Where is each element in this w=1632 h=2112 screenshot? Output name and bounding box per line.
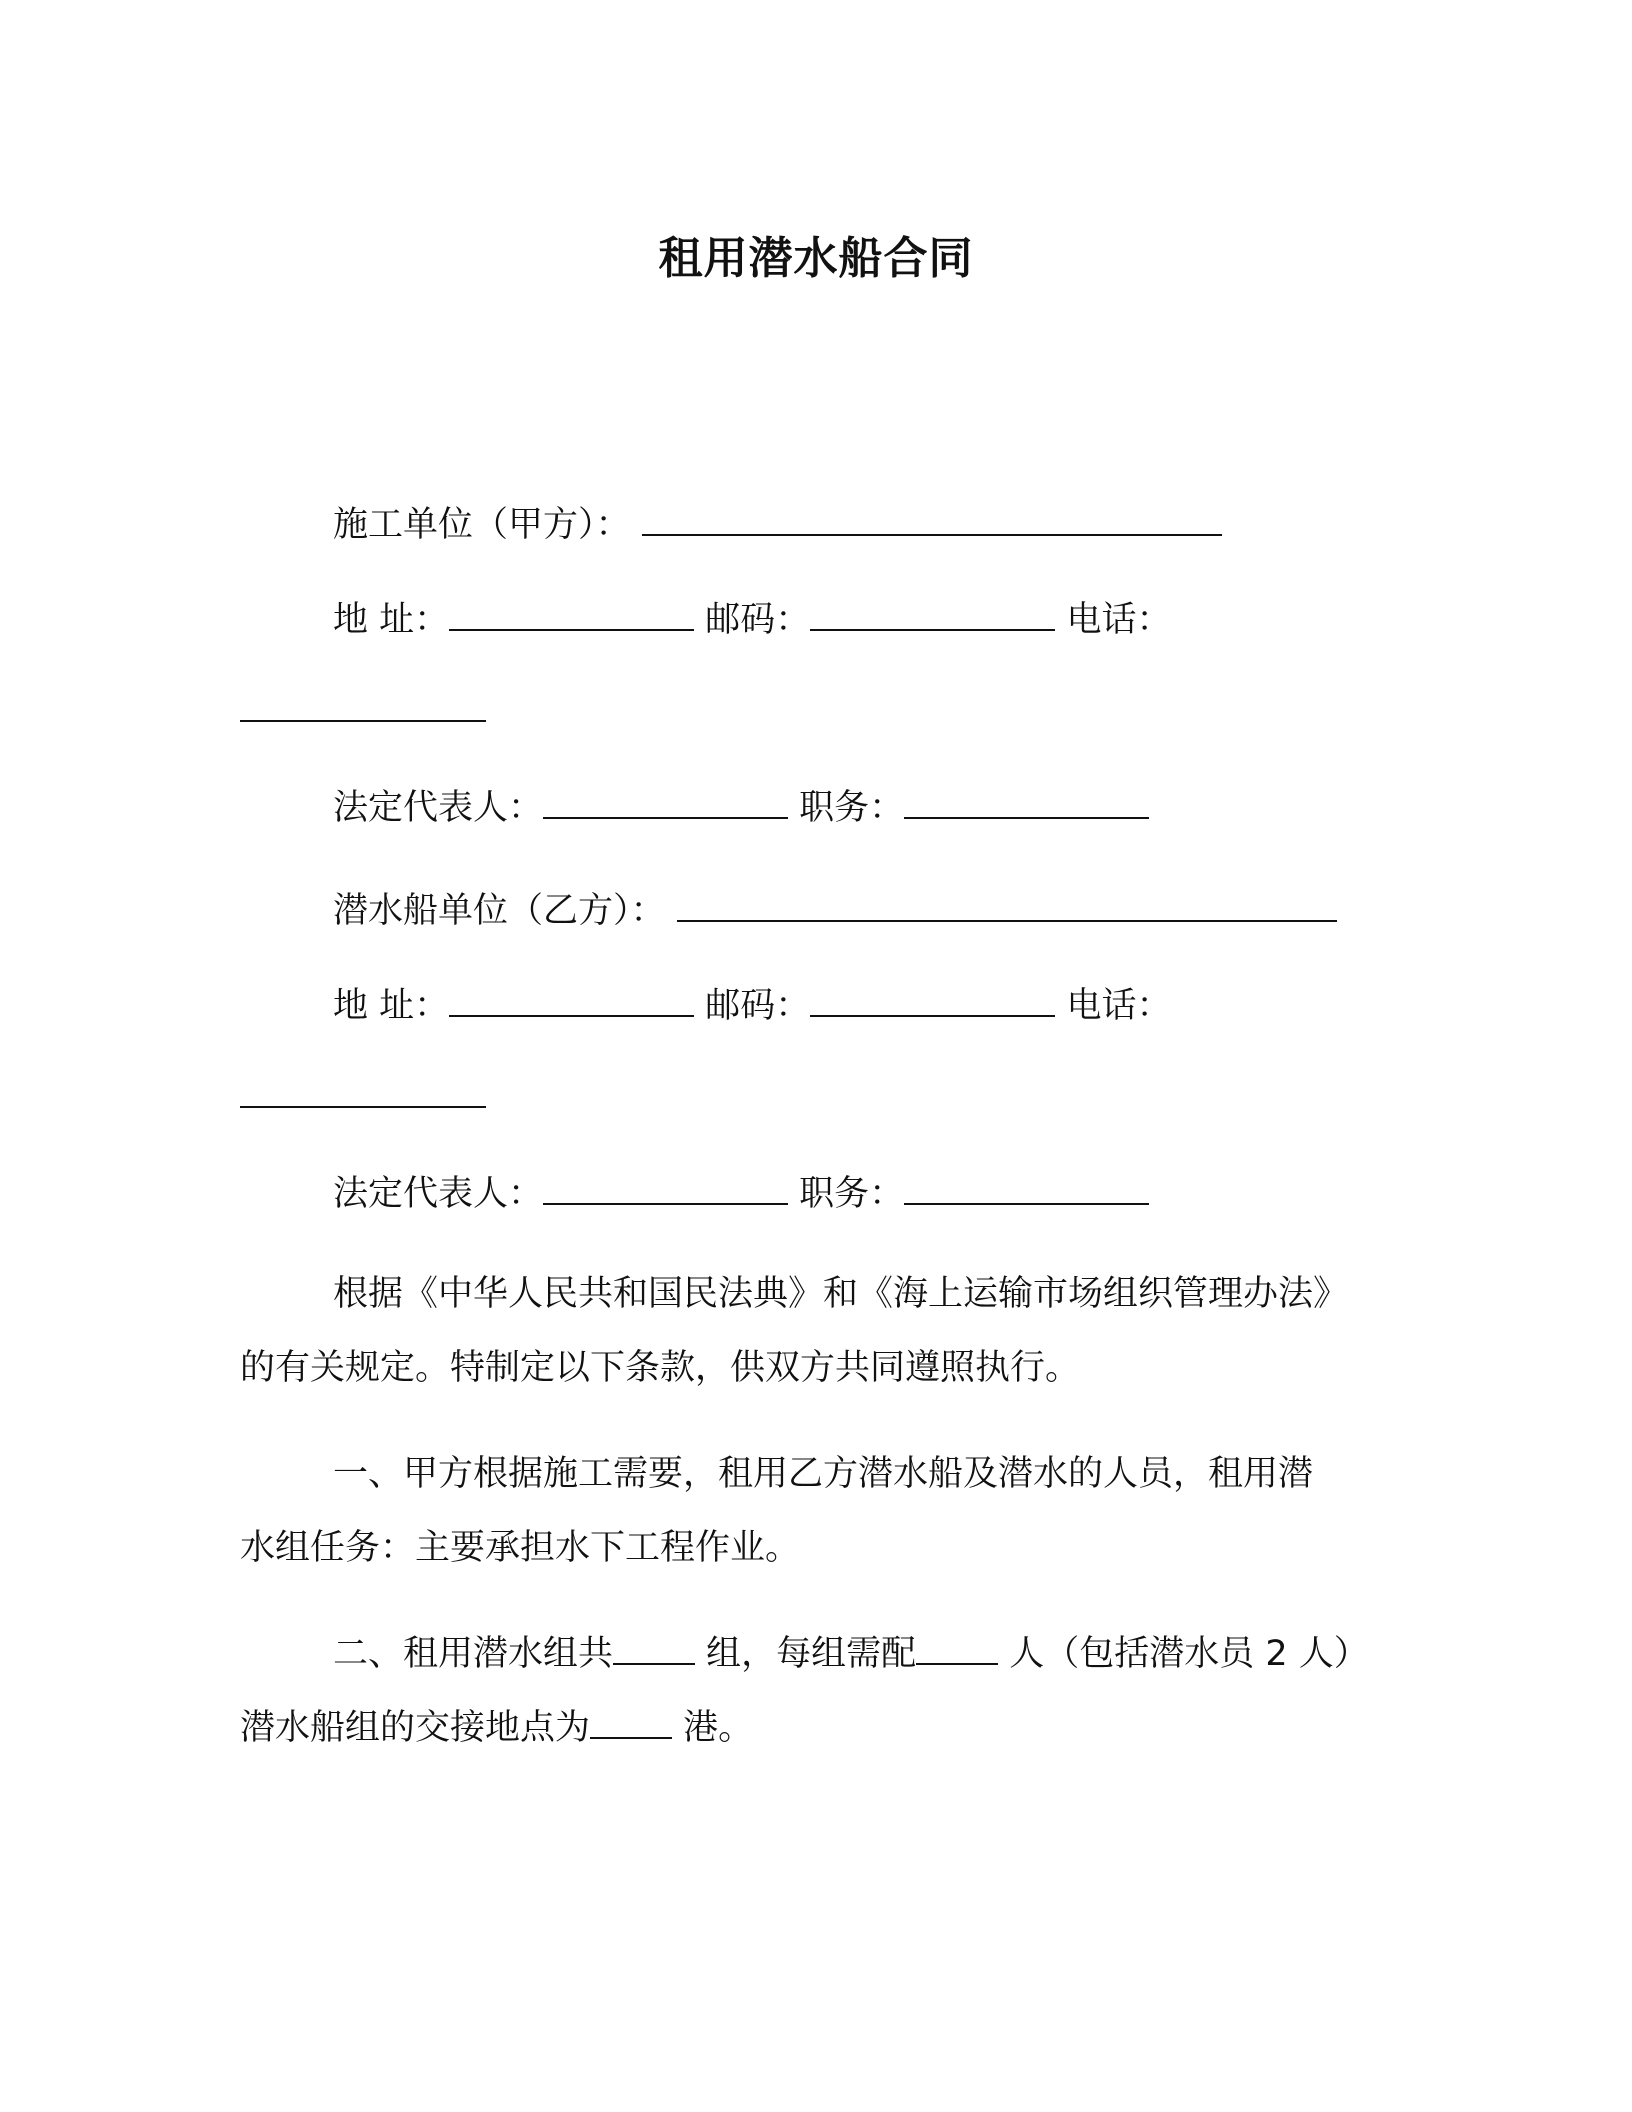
preamble-line-1: 根据《中华人民共和国民法典》和《海上运输市场组织管理办法》 xyxy=(333,1274,1349,1314)
party-b-phone-label: 电话： xyxy=(1066,986,1172,1026)
party-a-address-line xyxy=(333,598,1171,642)
party-a-rep-blank xyxy=(543,787,788,819)
clause-2-part-1: 二、租用潜水组共 xyxy=(333,1634,614,1674)
clause-2-line-2-part-2: 港。 xyxy=(672,1708,754,1748)
party-a-position-label: 职务： xyxy=(799,788,905,828)
clause-2-port-blank xyxy=(590,1707,672,1739)
party-b-address-label: 地 址： xyxy=(333,986,450,1026)
party-a-phone-label: 电话： xyxy=(1066,600,1172,640)
party-a-postcode-blank xyxy=(810,599,1055,631)
party-b-position-blank xyxy=(904,1173,1149,1205)
party-a-rep-label: 法定代表人： xyxy=(333,788,544,828)
party-b-position-label: 职务： xyxy=(799,1174,905,1214)
party-b-rep-blank xyxy=(543,1173,788,1205)
party-b-address-line xyxy=(333,984,1171,1028)
clause-2-part-3: 人（包括潜水员 2 人） xyxy=(998,1634,1369,1674)
clause-2-line-1 xyxy=(333,1632,1369,1676)
clause-2-group-count-blank xyxy=(613,1633,695,1665)
party-b-rep-line xyxy=(333,1172,1149,1216)
party-a-position-blank xyxy=(904,787,1149,819)
party-b-unit-line xyxy=(333,889,1337,933)
party-b-phone-blank xyxy=(240,1106,486,1108)
clause-2-line-2 xyxy=(240,1706,753,1750)
clause-1-line-2: 水组任务：主要承担水下工程作业。 xyxy=(240,1528,801,1568)
party-a-rep-line xyxy=(333,786,1149,830)
party-b-postcode-blank xyxy=(810,985,1055,1017)
clause-2-line-2-part-1: 潜水船组的交接地点为 xyxy=(240,1708,591,1748)
preamble-line-2: 的有关规定。特制定以下条款，供双方共同遵照执行。 xyxy=(240,1348,1081,1388)
party-b-postcode-label: 邮码： xyxy=(705,986,811,1026)
party-a-unit-label: 施工单位（甲方）： xyxy=(333,505,631,545)
party-a-phone-blank xyxy=(240,720,486,722)
party-a-address-label: 地 址： xyxy=(333,600,450,640)
party-a-address-blank xyxy=(449,599,694,631)
party-b-address-blank xyxy=(449,985,694,1017)
party-b-unit-label: 潜水船单位（乙方）： xyxy=(333,891,666,931)
party-b-rep-label: 法定代表人： xyxy=(333,1174,544,1214)
party-a-postcode-label: 邮码： xyxy=(705,600,811,640)
party-a-unit-line xyxy=(333,503,1222,547)
clause-2-part-2: 组，每组需配 xyxy=(695,1634,917,1674)
document-title: 租用潜水船合同 xyxy=(658,233,974,284)
clause-1-line-1: 一、甲方根据施工需要，租用乙方潜水船及潜水的人员，租用潜 xyxy=(333,1454,1314,1494)
party-b-unit-blank xyxy=(677,890,1337,922)
party-a-unit-blank xyxy=(642,504,1222,536)
clause-2-crew-count-blank xyxy=(916,1633,998,1665)
